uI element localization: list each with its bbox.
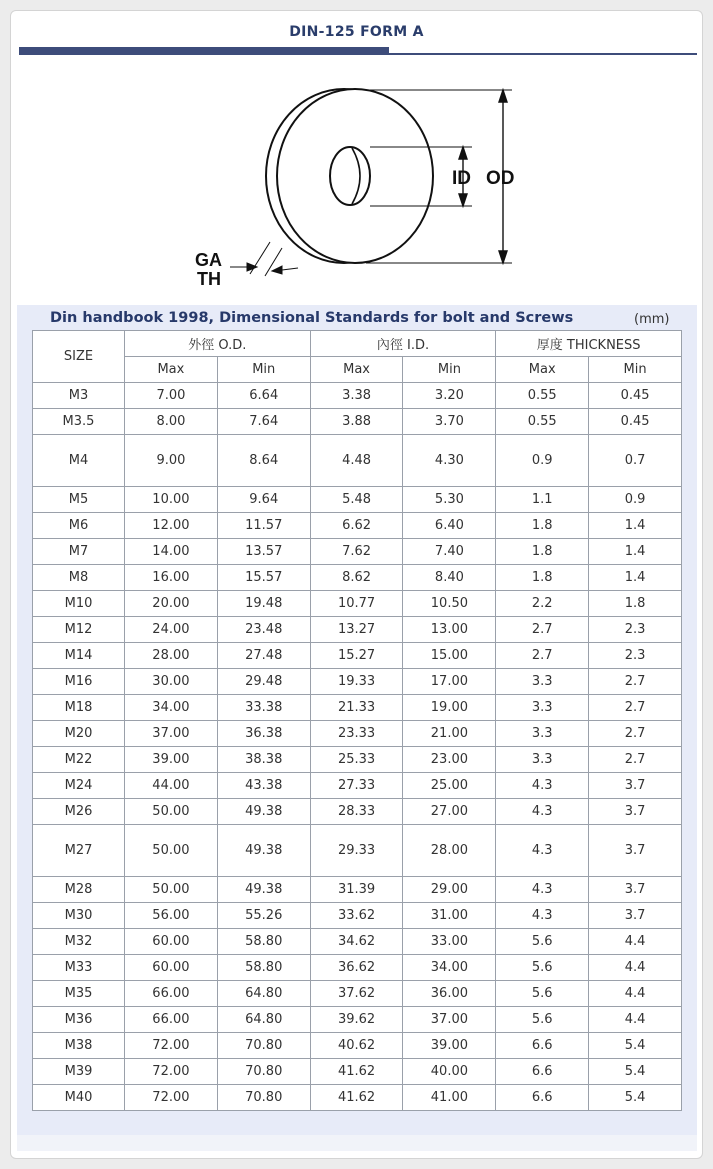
table-row — [33, 487, 682, 513]
cell-id-min: 4.30 — [403, 435, 496, 487]
table-row — [33, 695, 682, 721]
od-group-header: 外徑 O.D. — [125, 331, 311, 357]
table-row — [33, 955, 682, 981]
cell-od-min: 49.38 — [217, 799, 310, 825]
id-label: ID — [452, 168, 471, 189]
cell-size: M7 — [33, 539, 125, 565]
cell-od-max: 8.00 — [125, 409, 218, 435]
cell-th-max: 4.3 — [496, 877, 589, 903]
table-row — [33, 617, 682, 643]
cell-th-max: 5.6 — [496, 955, 589, 981]
cell-od-min: 49.38 — [217, 825, 310, 877]
cell-th-min: 5.4 — [589, 1059, 682, 1085]
cell-od-max: 34.00 — [125, 695, 218, 721]
washer-front-face — [277, 89, 433, 263]
cell-size: M10 — [33, 591, 125, 617]
cell-id-min: 13.00 — [403, 617, 496, 643]
cell-size: M26 — [33, 799, 125, 825]
cell-th-min: 2.7 — [589, 669, 682, 695]
cell-th-max: 3.3 — [496, 721, 589, 747]
thickness-group-header: 厚度 THICKNESS — [496, 331, 682, 357]
cell-id-min: 7.40 — [403, 539, 496, 565]
cell-od-min: 11.57 — [217, 513, 310, 539]
cell-size: M12 — [33, 617, 125, 643]
table-row — [33, 565, 682, 591]
cell-id-max: 23.33 — [310, 721, 403, 747]
cell-od-min: 19.48 — [217, 591, 310, 617]
cell-size: M8 — [33, 565, 125, 591]
cell-od-max: 7.00 — [125, 383, 218, 409]
cell-id-max: 10.77 — [310, 591, 403, 617]
cell-id-max: 25.33 — [310, 747, 403, 773]
size-header: SIZE — [33, 331, 125, 383]
cell-od-min: 9.64 — [217, 487, 310, 513]
cell-id-max: 34.62 — [310, 929, 403, 955]
cell-od-min: 15.57 — [217, 565, 310, 591]
table-row — [33, 669, 682, 695]
id-max-header: Max — [310, 357, 403, 383]
cell-od-min: 33.38 — [217, 695, 310, 721]
cell-th-max: 3.3 — [496, 747, 589, 773]
thickness-dimension — [230, 242, 298, 276]
table-row — [33, 929, 682, 955]
page-title: DIN-125 FORM A — [289, 24, 424, 40]
table-row — [33, 591, 682, 617]
cell-id-min: 39.00 — [403, 1033, 496, 1059]
cell-size: M35 — [33, 981, 125, 1007]
table-row — [33, 877, 682, 903]
cell-od-max: 9.00 — [125, 435, 218, 487]
cell-od-max: 37.00 — [125, 721, 218, 747]
id-group-header: 內徑 I.D. — [310, 331, 496, 357]
cell-th-max: 2.7 — [496, 643, 589, 669]
cell-size: M20 — [33, 721, 125, 747]
cell-size: M16 — [33, 669, 125, 695]
cell-th-max: 0.9 — [496, 435, 589, 487]
cell-id-max: 13.27 — [310, 617, 403, 643]
cell-size: M27 — [33, 825, 125, 877]
cell-th-max: 6.6 — [496, 1085, 589, 1111]
cell-id-min: 37.00 — [403, 1007, 496, 1033]
table-row — [33, 513, 682, 539]
cell-od-max: 72.00 — [125, 1085, 218, 1111]
cell-id-min: 33.00 — [403, 929, 496, 955]
table-row — [33, 799, 682, 825]
cell-id-min: 34.00 — [403, 955, 496, 981]
cell-id-min: 15.00 — [403, 643, 496, 669]
cell-id-min: 6.40 — [403, 513, 496, 539]
cell-th-max: 0.55 — [496, 383, 589, 409]
cell-od-min: 58.80 — [217, 929, 310, 955]
cell-th-max: 5.6 — [496, 981, 589, 1007]
cell-th-min: 1.8 — [589, 591, 682, 617]
ga-label: GA — [195, 250, 222, 270]
cell-th-min: 3.7 — [589, 903, 682, 929]
cell-id-min: 19.00 — [403, 695, 496, 721]
cell-th-min: 4.4 — [589, 955, 682, 981]
footer-strip — [17, 1135, 697, 1151]
cell-th-min: 1.4 — [589, 513, 682, 539]
cell-od-max: 20.00 — [125, 591, 218, 617]
cell-th-max: 6.6 — [496, 1059, 589, 1085]
cell-id-max: 39.62 — [310, 1007, 403, 1033]
cell-size: M30 — [33, 903, 125, 929]
cell-id-max: 21.33 — [310, 695, 403, 721]
cell-th-max: 2.7 — [496, 617, 589, 643]
cell-od-min: 38.38 — [217, 747, 310, 773]
cell-od-max: 72.00 — [125, 1059, 218, 1085]
cell-od-max: 28.00 — [125, 643, 218, 669]
table-row — [33, 747, 682, 773]
cell-id-max: 41.62 — [310, 1059, 403, 1085]
cell-id-min: 40.00 — [403, 1059, 496, 1085]
cell-th-max: 0.55 — [496, 409, 589, 435]
cell-od-min: 29.48 — [217, 669, 310, 695]
cell-size: M3 — [33, 383, 125, 409]
table-row — [33, 903, 682, 929]
cell-id-min: 31.00 — [403, 903, 496, 929]
cell-id-min: 27.00 — [403, 799, 496, 825]
table-row — [33, 721, 682, 747]
cell-size: M33 — [33, 955, 125, 981]
cell-th-max: 1.1 — [496, 487, 589, 513]
cell-th-min: 4.4 — [589, 981, 682, 1007]
cell-id-max: 3.88 — [310, 409, 403, 435]
table-row — [33, 435, 682, 487]
cell-od-max: 72.00 — [125, 1033, 218, 1059]
cell-od-min: 49.38 — [217, 877, 310, 903]
cell-od-min: 27.48 — [217, 643, 310, 669]
cell-id-max: 6.62 — [310, 513, 403, 539]
table-row — [33, 773, 682, 799]
cell-th-max: 3.3 — [496, 669, 589, 695]
cell-th-min: 2.7 — [589, 721, 682, 747]
cell-size: M6 — [33, 513, 125, 539]
washer-diagram — [190, 80, 530, 295]
cell-id-max: 37.62 — [310, 981, 403, 1007]
cell-th-min: 0.45 — [589, 409, 682, 435]
od-min-header: Min — [217, 357, 310, 383]
cell-od-max: 50.00 — [125, 799, 218, 825]
cell-id-max: 41.62 — [310, 1085, 403, 1111]
cell-od-max: 50.00 — [125, 825, 218, 877]
title-underline-line — [19, 53, 697, 55]
cell-th-min: 1.4 — [589, 565, 682, 591]
cell-id-min: 23.00 — [403, 747, 496, 773]
cell-od-max: 50.00 — [125, 877, 218, 903]
cell-th-max: 1.8 — [496, 513, 589, 539]
cell-th-min: 5.4 — [589, 1085, 682, 1111]
table-row — [33, 825, 682, 877]
cell-id-max: 8.62 — [310, 565, 403, 591]
cell-id-max: 7.62 — [310, 539, 403, 565]
table-row — [33, 383, 682, 409]
cell-size: M14 — [33, 643, 125, 669]
cell-th-max: 2.2 — [496, 591, 589, 617]
cell-th-max: 4.3 — [496, 825, 589, 877]
cell-od-max: 60.00 — [125, 929, 218, 955]
cell-od-max: 56.00 — [125, 903, 218, 929]
cell-th-max: 1.8 — [496, 539, 589, 565]
cell-id-max: 5.48 — [310, 487, 403, 513]
cell-od-min: 13.57 — [217, 539, 310, 565]
cell-th-min: 4.4 — [589, 1007, 682, 1033]
cell-id-min: 17.00 — [403, 669, 496, 695]
cell-th-min: 0.7 — [589, 435, 682, 487]
cell-od-max: 66.00 — [125, 1007, 218, 1033]
cell-th-min: 0.9 — [589, 487, 682, 513]
cell-id-min: 36.00 — [403, 981, 496, 1007]
cell-size: M5 — [33, 487, 125, 513]
cell-th-min: 3.7 — [589, 825, 682, 877]
cell-size: M3.5 — [33, 409, 125, 435]
cell-size: M39 — [33, 1059, 125, 1085]
cell-id-max: 4.48 — [310, 435, 403, 487]
cell-id-min: 10.50 — [403, 591, 496, 617]
cell-od-max: 44.00 — [125, 773, 218, 799]
cell-size: M36 — [33, 1007, 125, 1033]
cell-od-min: 70.80 — [217, 1085, 310, 1111]
cell-size: M32 — [33, 929, 125, 955]
cell-od-max: 60.00 — [125, 955, 218, 981]
cell-id-max: 3.38 — [310, 383, 403, 409]
cell-id-max: 36.62 — [310, 955, 403, 981]
table-caption: Din handbook 1998, Dimensional Standards for bolt and Screws — [50, 310, 574, 326]
cell-size: M28 — [33, 877, 125, 903]
cell-size: M22 — [33, 747, 125, 773]
cell-id-min: 3.70 — [403, 409, 496, 435]
table-row — [33, 643, 682, 669]
cell-od-max: 10.00 — [125, 487, 218, 513]
cell-th-max: 6.6 — [496, 1033, 589, 1059]
cell-id-max: 33.62 — [310, 903, 403, 929]
table-row — [33, 1007, 682, 1033]
cell-th-max: 3.3 — [496, 695, 589, 721]
table-row — [33, 539, 682, 565]
cell-th-max: 4.3 — [496, 799, 589, 825]
cell-od-max: 14.00 — [125, 539, 218, 565]
unit-label: (mm) — [634, 312, 670, 327]
cell-th-min: 5.4 — [589, 1033, 682, 1059]
cell-od-max: 16.00 — [125, 565, 218, 591]
cell-od-max: 30.00 — [125, 669, 218, 695]
cell-od-max: 66.00 — [125, 981, 218, 1007]
table-row — [33, 409, 682, 435]
cell-id-min: 3.20 — [403, 383, 496, 409]
cell-th-max: 5.6 — [496, 1007, 589, 1033]
cell-id-max: 31.39 — [310, 877, 403, 903]
cell-id-max: 19.33 — [310, 669, 403, 695]
cell-od-min: 8.64 — [217, 435, 310, 487]
od-max-header: Max — [125, 357, 218, 383]
cell-od-max: 12.00 — [125, 513, 218, 539]
cell-id-min: 5.30 — [403, 487, 496, 513]
cell-id-min: 21.00 — [403, 721, 496, 747]
cell-size: M38 — [33, 1033, 125, 1059]
cell-th-min: 2.7 — [589, 747, 682, 773]
cell-th-min: 2.3 — [589, 643, 682, 669]
th-max-header: Max — [496, 357, 589, 383]
cell-id-max: 28.33 — [310, 799, 403, 825]
cell-size: M4 — [33, 435, 125, 487]
cell-size: M24 — [33, 773, 125, 799]
cell-od-min: 70.80 — [217, 1059, 310, 1085]
cell-th-min: 4.4 — [589, 929, 682, 955]
cell-od-min: 43.38 — [217, 773, 310, 799]
cell-od-min: 58.80 — [217, 955, 310, 981]
th-min-header: Min — [589, 357, 682, 383]
cell-th-max: 1.8 — [496, 565, 589, 591]
cell-th-min: 1.4 — [589, 539, 682, 565]
cell-th-min: 3.7 — [589, 773, 682, 799]
cell-id-min: 25.00 — [403, 773, 496, 799]
th-label: TH — [197, 269, 221, 289]
cell-th-max: 4.3 — [496, 773, 589, 799]
cell-od-min: 7.64 — [217, 409, 310, 435]
cell-id-max: 29.33 — [310, 825, 403, 877]
cell-od-min: 6.64 — [217, 383, 310, 409]
id-min-header: Min — [403, 357, 496, 383]
cell-th-min: 3.7 — [589, 799, 682, 825]
cell-id-min: 8.40 — [403, 565, 496, 591]
cell-od-min: 70.80 — [217, 1033, 310, 1059]
cell-od-max: 39.00 — [125, 747, 218, 773]
cell-od-min: 64.80 — [217, 1007, 310, 1033]
cell-id-min: 28.00 — [403, 825, 496, 877]
table-row — [33, 981, 682, 1007]
dimension-table — [32, 330, 682, 1111]
cell-th-min: 2.7 — [589, 695, 682, 721]
cell-th-min: 0.45 — [589, 383, 682, 409]
cell-size: M18 — [33, 695, 125, 721]
cell-id-max: 15.27 — [310, 643, 403, 669]
cell-od-min: 64.80 — [217, 981, 310, 1007]
cell-od-max: 24.00 — [125, 617, 218, 643]
cell-id-min: 29.00 — [403, 877, 496, 903]
cell-size: M40 — [33, 1085, 125, 1111]
cell-od-min: 55.26 — [217, 903, 310, 929]
cell-id-min: 41.00 — [403, 1085, 496, 1111]
cell-od-min: 36.38 — [217, 721, 310, 747]
cell-id-max: 27.33 — [310, 773, 403, 799]
table-row — [33, 1085, 682, 1111]
cell-th-min: 3.7 — [589, 877, 682, 903]
table-row — [33, 1059, 682, 1085]
cell-th-max: 5.6 — [496, 929, 589, 955]
cell-th-min: 2.3 — [589, 617, 682, 643]
od-label: OD — [486, 168, 515, 189]
cell-id-max: 40.62 — [310, 1033, 403, 1059]
cell-th-max: 4.3 — [496, 903, 589, 929]
cell-od-min: 23.48 — [217, 617, 310, 643]
table-row — [33, 1033, 682, 1059]
